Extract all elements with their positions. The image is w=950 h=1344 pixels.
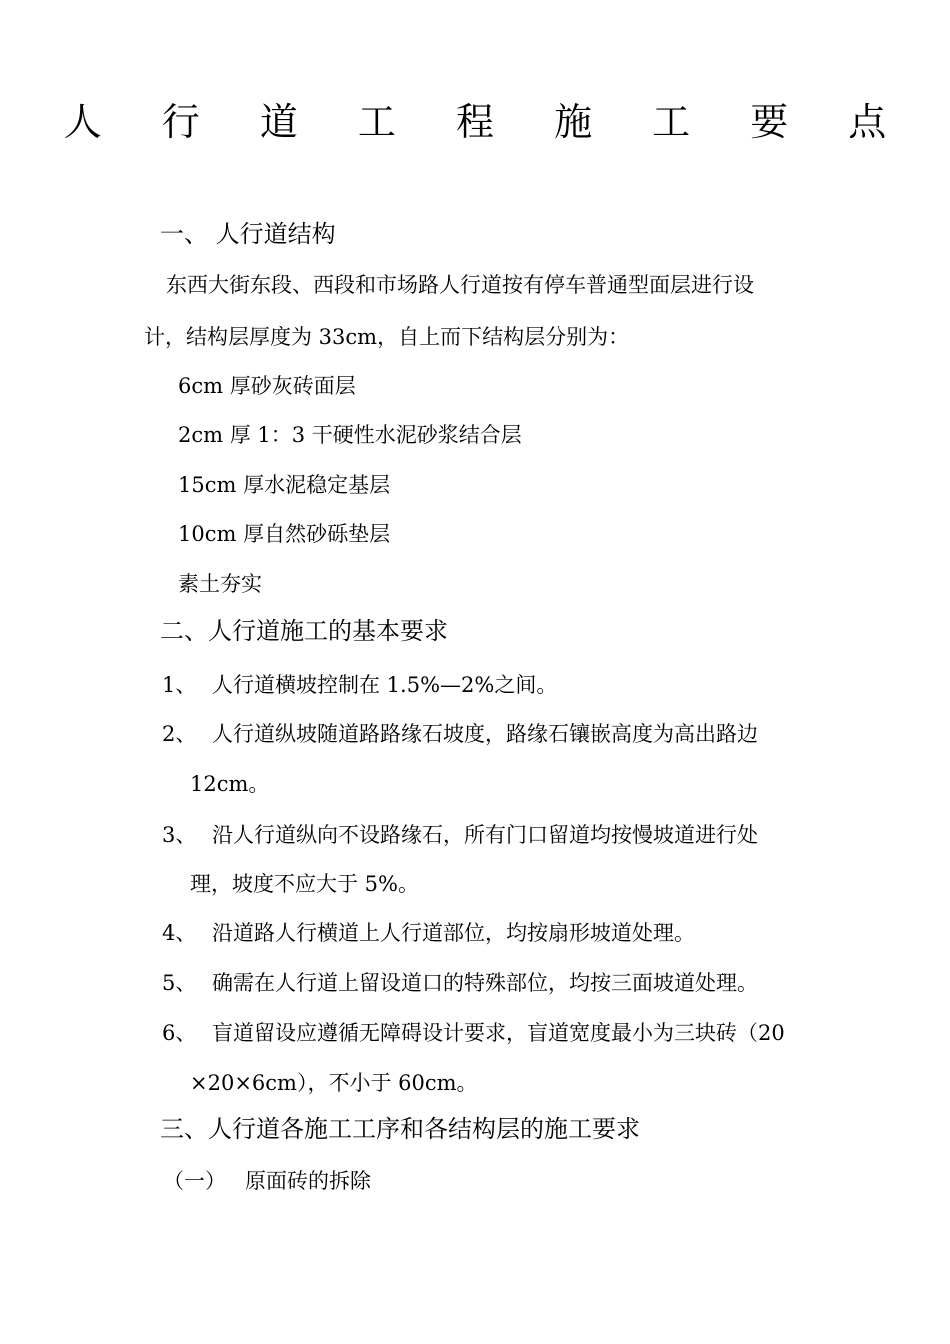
item-text: 确需在人行道上留设道口的特殊部位，均按三面坡道处理。 bbox=[212, 971, 758, 995]
section-3-heading: 三、人行道各施工工序和各结构层的施工要求 bbox=[160, 1115, 640, 1143]
section-1-heading: 一、 人行道结构 bbox=[160, 220, 336, 248]
requirement-item bbox=[162, 821, 758, 849]
requirement-item bbox=[162, 969, 758, 997]
item-text: 盲道留设应遵循无障碍设计要求，盲道宽度最小为三块砖（20 bbox=[212, 1021, 785, 1045]
subsection-item bbox=[163, 1167, 371, 1195]
requirement-item bbox=[162, 919, 695, 947]
item-continuation: 理，坡度不应大于 5%。 bbox=[190, 872, 419, 896]
section-1-paragraph-line-1: 东西大街东段、西段和市场路人行道按有停车普通型面层进行设 bbox=[166, 273, 754, 297]
item-continuation: 12cm。 bbox=[190, 772, 270, 796]
item-text: 沿人行道纵向不设路缘石，所有门口留道均按慢坡道进行处 bbox=[212, 823, 758, 847]
layer-item: 15cm 厚水泥稳定基层 bbox=[178, 473, 391, 497]
layer-item: 素土夯实 bbox=[178, 572, 262, 596]
requirement-item bbox=[162, 1019, 785, 1047]
layer-item: 10cm 厚自然砂砾垫层 bbox=[178, 522, 391, 546]
section-2-heading: 二、人行道施工的基本要求 bbox=[160, 617, 448, 645]
item-text: 沿道路人行横道上人行道部位，均按扇形坡道处理。 bbox=[212, 921, 695, 945]
item-continuation: ×20×6cm），不小于 60cm。 bbox=[190, 1071, 478, 1095]
item-number: 2、 bbox=[162, 722, 197, 746]
layer-item: 6cm 厚砂灰砖面层 bbox=[178, 374, 356, 398]
section-1-paragraph-line-2: 计，结构层厚度为 33cm，自上而下结构层分别为： bbox=[144, 325, 630, 349]
subsection-text: 原面砖的拆除 bbox=[245, 1169, 371, 1193]
item-text: 人行道横坡控制在 1.5%—2%之间。 bbox=[212, 673, 558, 697]
item-number: 6、 bbox=[162, 1021, 197, 1045]
item-number: 1、 bbox=[162, 673, 197, 697]
layer-item: 2cm 厚 1：3 干硬性水泥砂浆结合层 bbox=[178, 423, 522, 447]
item-number: 3、 bbox=[162, 823, 197, 847]
item-text: 人行道纵坡随道路路缘石坡度，路缘石镶嵌高度为高出路边 bbox=[212, 722, 758, 746]
document-title: 人 行 道 工 程 施 工 要 点 bbox=[63, 100, 911, 144]
requirement-item bbox=[162, 720, 758, 748]
item-number: 4、 bbox=[162, 921, 197, 945]
requirement-item bbox=[162, 671, 557, 699]
subsection-number: （一） bbox=[163, 1169, 226, 1193]
item-number: 5、 bbox=[162, 971, 197, 995]
